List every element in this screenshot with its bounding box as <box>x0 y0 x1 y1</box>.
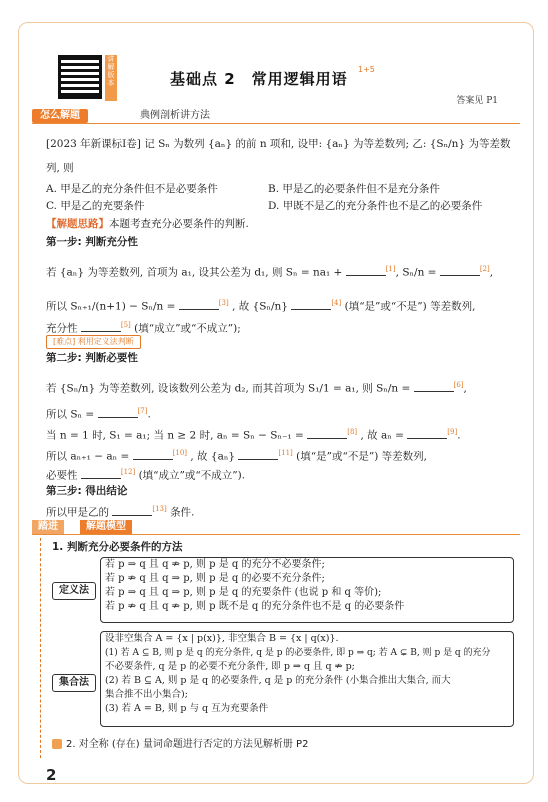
answer-blank-1[interactable] <box>346 265 386 276</box>
answer-blank-13[interactable] <box>112 505 152 516</box>
step1-line-2: 所以 Sₙ₊₁/(n+1) − Sₙ/n = [3] , 故 {Sₙ/n} [4] (填“是”或“不是”) 等差数列, <box>46 299 476 313</box>
answer-blank-7[interactable] <box>98 407 138 418</box>
answer-blank-2[interactable] <box>440 265 480 276</box>
model-tag-2: 解题模型 <box>80 520 132 534</box>
option-c: C. 甲是乙的充要条件 <box>46 200 145 212</box>
step2-line-3: 当 n = 1 时, S₁ = a₁; 当 n ≥ 2 时, aₙ = Sₙ − Sₙ₋₁ = [8] , 故 aₙ = [9]. <box>46 428 461 442</box>
set-line: (1) 若 A ⊆ B, 则 p 是 q 的充分条件, q 是 p 的必要条件, 即 p ⇒ q; 若 A ⊊ B, 则 p 是 q 的充分 <box>105 648 491 658</box>
def-line: 若 p ⇏ q 且 q ⇒ p, 则 p 是 q 的必要不充分条件; <box>105 573 325 584</box>
def-line: 若 p ⇏ q 且 q ⇏ p, 则 p 既不是 q 的充分条件也不是 q 的必要条件 <box>105 601 405 612</box>
definition-method-box <box>100 557 514 623</box>
answer-blank-4[interactable] <box>291 299 331 310</box>
question-line-1: [2023 年新课标Ⅰ卷] 记 Sₙ 为数列 {aₙ} 的前 n 项和, 设甲: {aₙ} 为等差数列; 乙: {Sₙ/n} 为等差数 <box>46 138 511 150</box>
answer-blank-10[interactable] <box>133 449 173 460</box>
set-line: 不必要条件, q 是 p 的必要不充分条件, 即 p ⇒ q 且 q ⇏ p; <box>105 661 355 672</box>
difficulty-hint: [难点] 利用定义法判断 <box>46 335 141 349</box>
answer-blank-8[interactable] <box>307 428 347 439</box>
set-method-label: 集合法 <box>52 674 96 692</box>
pencil-icon <box>52 739 62 749</box>
section-tag: 怎么解题 <box>32 109 88 123</box>
title-superscript: 1+5 <box>358 65 375 74</box>
answer-blank-9[interactable] <box>407 428 447 439</box>
question-line-2: 列, 则 <box>46 162 74 174</box>
def-line: 若 p ⇒ q 且 q ⇏ p, 则 p 是 q 的充分不必要条件; <box>105 559 325 570</box>
section-bar <box>32 109 520 124</box>
answer-blank-3[interactable] <box>179 299 219 310</box>
step1-line-3: 充分性 [5] (填“成立”或“不成立”); <box>46 321 241 335</box>
qr-code[interactable] <box>58 55 102 99</box>
option-a: A. 甲是乙的充分条件但不是必要条件 <box>46 183 218 195</box>
answer-reference: 答案见 P1 <box>456 96 498 106</box>
step2-line-4: 所以 aₙ₊₁ − aₙ = [10] , 故 {aₙ} [11] (填“是”或“不是”) 等差数列, <box>46 449 427 463</box>
page-number: 2 <box>46 766 57 784</box>
step2-line-2: 所以 Sₙ = [7]. <box>46 407 151 421</box>
step2-line-5: 必要性 [12] (填“成立”或“不成立”). <box>46 468 246 482</box>
step1-title: 第一步: 判断充分性 <box>46 236 138 248</box>
set-line: (3) 若 A = B, 则 p 与 q 互为充要条件 <box>105 703 269 714</box>
option-b: B. 甲是乙的必要条件但不是充分条件 <box>268 183 440 195</box>
set-line: 设非空集合 A = {x | p(x)}, 非空集合 B = {x | q(x)}. <box>105 633 339 644</box>
answer-blank-6[interactable] <box>414 381 454 392</box>
answer-blank-5[interactable] <box>81 321 121 332</box>
model-heading: 1. 判断充分必要条件的方法 <box>52 541 183 553</box>
step3-title: 第三步: 得出结论 <box>46 485 128 497</box>
answer-blank-11[interactable] <box>238 449 278 460</box>
thinking-tag: 【解题思路】 <box>46 218 109 230</box>
def-line: 若 p ⇒ q 且 q ⇒ p, 则 p 是 q 的充要条件 (也说 p 和 q 等价); <box>105 587 382 598</box>
step2-line-1: 若 {Sₙ/n} 为等差数列, 设该数列公差为 d₂, 而其首项为 S₁/1 = a₁, 则 Sₙ/n = [6], <box>46 381 467 395</box>
section-subtitle: 典例剖析讲方法 <box>140 110 210 121</box>
thinking-text: 本题考查充分必要条件的判断. <box>109 218 249 230</box>
step3-line-1: 所以甲是乙的 [13] 条件. <box>46 505 195 519</box>
model-tag-1: 踏进 <box>32 520 64 534</box>
step2-title: 第二步: 判断必要性 <box>46 352 138 364</box>
thinking-line <box>46 217 249 231</box>
option-d: D. 甲既不是乙的充分条件也不是乙的必要条件 <box>268 200 483 212</box>
model-footer-note: 2. 对全称 (存在) 量词命题进行否定的方法见解析册 P2 <box>52 735 308 750</box>
page-title: 基础点 2 常用逻辑用语 <box>170 70 348 88</box>
step1-line-1: 若 {aₙ} 为等差数列, 首项为 a₁, 设其公差为 d₁, 则 Sₙ = na₁ + [1], Sₙ/n = [2], <box>46 265 494 279</box>
definition-method-label: 定义法 <box>52 582 96 600</box>
set-line: 集合推不出小集合); <box>105 689 188 700</box>
set-method-box <box>100 631 514 727</box>
answer-blank-12[interactable] <box>81 468 121 479</box>
model-bar <box>32 520 520 535</box>
qr-label: 讲解版本 <box>105 55 117 101</box>
set-line: (2) 若 B ⊆ A, 则 p 是 q 的必要条件, q 是 p 的充分条件 (小集合推出大集合, 而大 <box>105 675 451 686</box>
